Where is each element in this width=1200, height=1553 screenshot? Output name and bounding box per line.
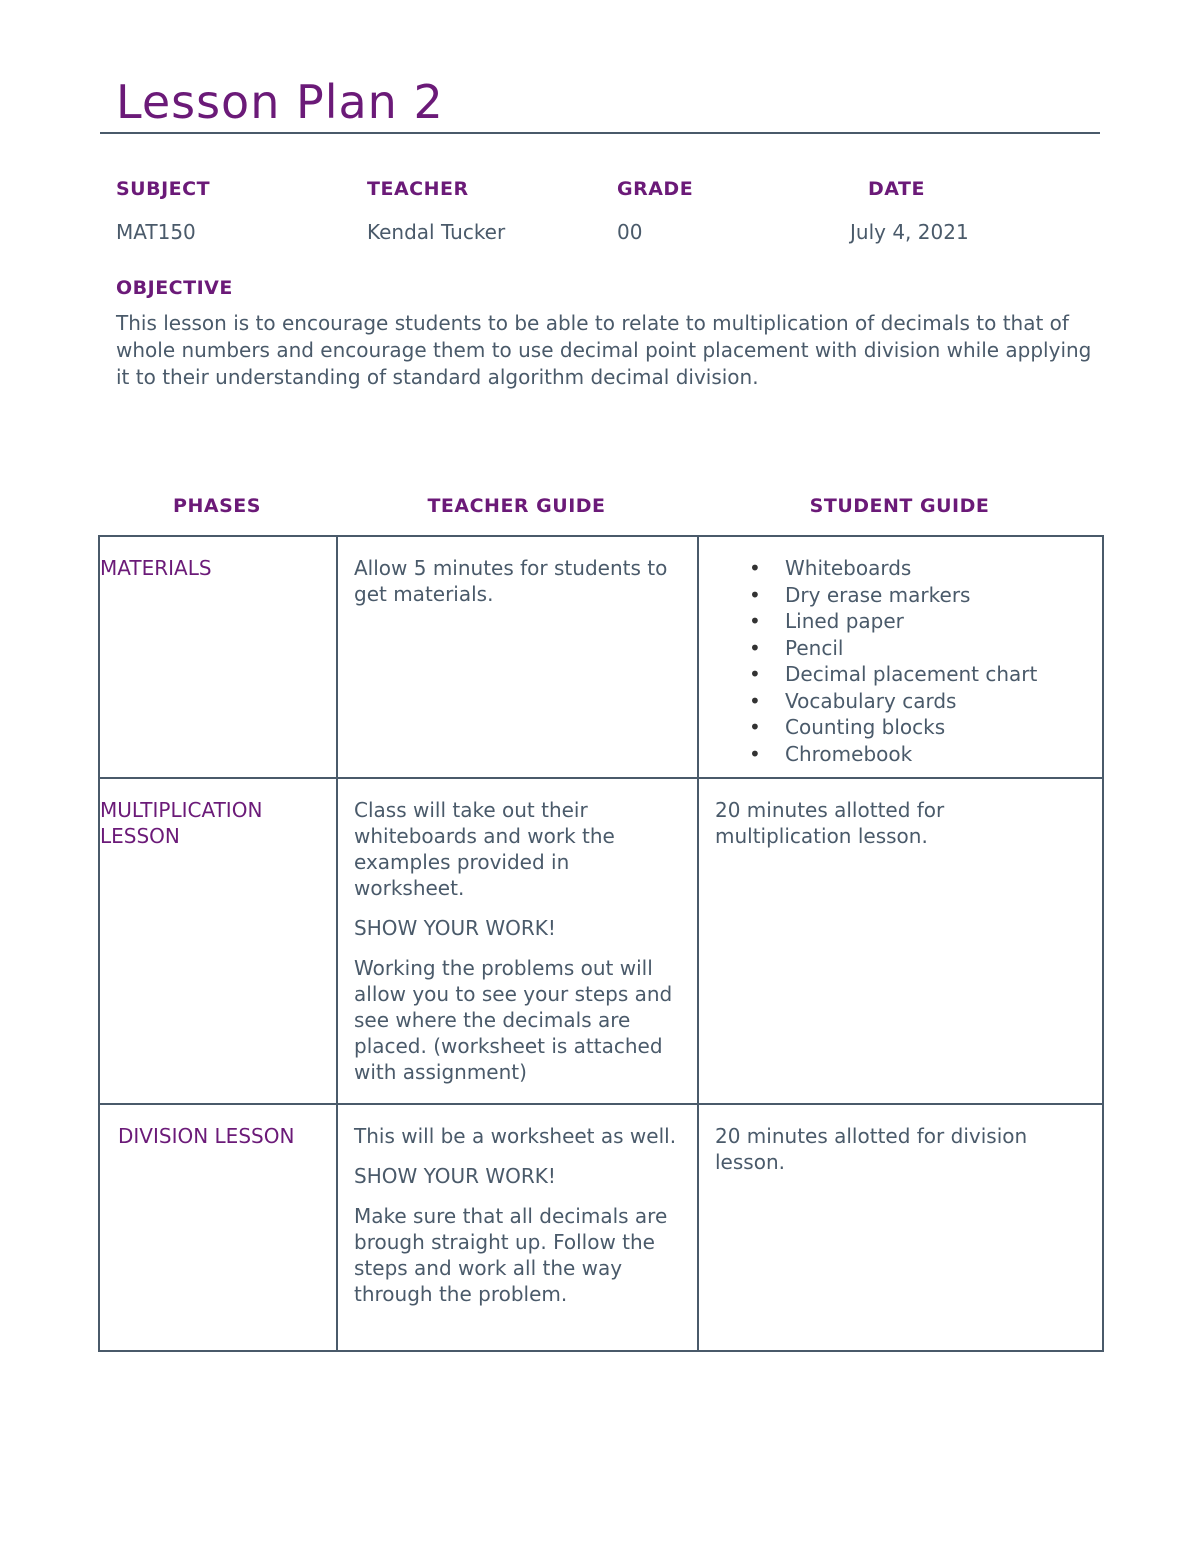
teacher-guide-text: Allow 5 minutes for students to get materials. (354, 556, 668, 606)
phase-name: MATERIALS (100, 556, 212, 580)
list-item: • Whiteboards (749, 555, 1102, 582)
phase-cell (99, 778, 337, 1104)
student-guide-cell (698, 536, 1103, 778)
phase-cell (99, 536, 337, 778)
list-item: • Counting blocks (749, 714, 1102, 741)
teacher-guide-cell (337, 536, 698, 778)
list-item: • Pencil (749, 635, 1102, 662)
materials-list (699, 537, 1102, 767)
objective-label: OBJECTIVE (116, 277, 233, 299)
student-guide-text: 20 minutes allotted for multiplication lesson. (715, 798, 945, 848)
teacher-guide-cell (337, 778, 698, 1104)
subject-value: MAT150 (116, 220, 196, 244)
teacher-guide-cell (337, 1104, 698, 1351)
table-row (99, 778, 1103, 1104)
teacher-value: Kendal Tucker (367, 220, 506, 244)
phase-name: MULTIPLICATION LESSON (100, 798, 263, 848)
column-header-teacher-guide: TEACHER GUIDE (427, 495, 606, 517)
teacher-guide-text: Working the problems out will allow you to see your steps and see where the decimals are placed. (worksheet is attached with assignment) (354, 956, 673, 1084)
date-label: DATE (868, 178, 925, 200)
phase-cell (99, 1104, 337, 1351)
teacher-guide-text: This will be a worksheet as well. (354, 1124, 677, 1148)
student-guide-text: 20 minutes allotted for division lesson. (715, 1124, 1028, 1174)
teacher-guide-text: Class will take out their whiteboards and work the examples provided in worksheet. (354, 798, 615, 900)
page-title: Lesson Plan 2 (116, 75, 444, 129)
column-header-phases: PHASES (173, 495, 261, 517)
phase-name: DIVISION LESSON (118, 1124, 295, 1148)
teacher-guide-text: SHOW YOUR WORK! (354, 916, 556, 940)
list-item: • Decimal placement chart (749, 661, 1102, 688)
grade-label: GRADE (617, 178, 694, 200)
title-divider (100, 132, 1100, 134)
teacher-label: TEACHER (367, 178, 469, 200)
column-header-student-guide: STUDENT GUIDE (809, 495, 990, 517)
student-guide-cell (698, 778, 1103, 1104)
grade-value: 00 (617, 220, 643, 244)
subject-label: SUBJECT (116, 178, 211, 200)
student-guide-cell (698, 1104, 1103, 1351)
list-item: • Chromebook (749, 741, 1102, 768)
teacher-guide-text: SHOW YOUR WORK! (354, 1164, 556, 1188)
list-item: • Vocabulary cards (749, 688, 1102, 715)
list-item: • Lined paper (749, 608, 1102, 635)
phases-table (98, 535, 1104, 1352)
teacher-guide-text: Make sure that all decimals are brough straight up. Follow the steps and work all the way through the problem. (354, 1204, 668, 1306)
list-item: • Dry erase markers (749, 582, 1102, 609)
table-row (99, 536, 1103, 778)
date-value: July 4, 2021 (850, 220, 969, 244)
objective-text: This lesson is to encourage students to be able to relate to multiplication of decimals to that of whole numbers and encourage them to use decimal point placement with division while applying it to their understanding of standard algorithm decimal division. (116, 311, 1092, 389)
table-row (99, 1104, 1103, 1351)
